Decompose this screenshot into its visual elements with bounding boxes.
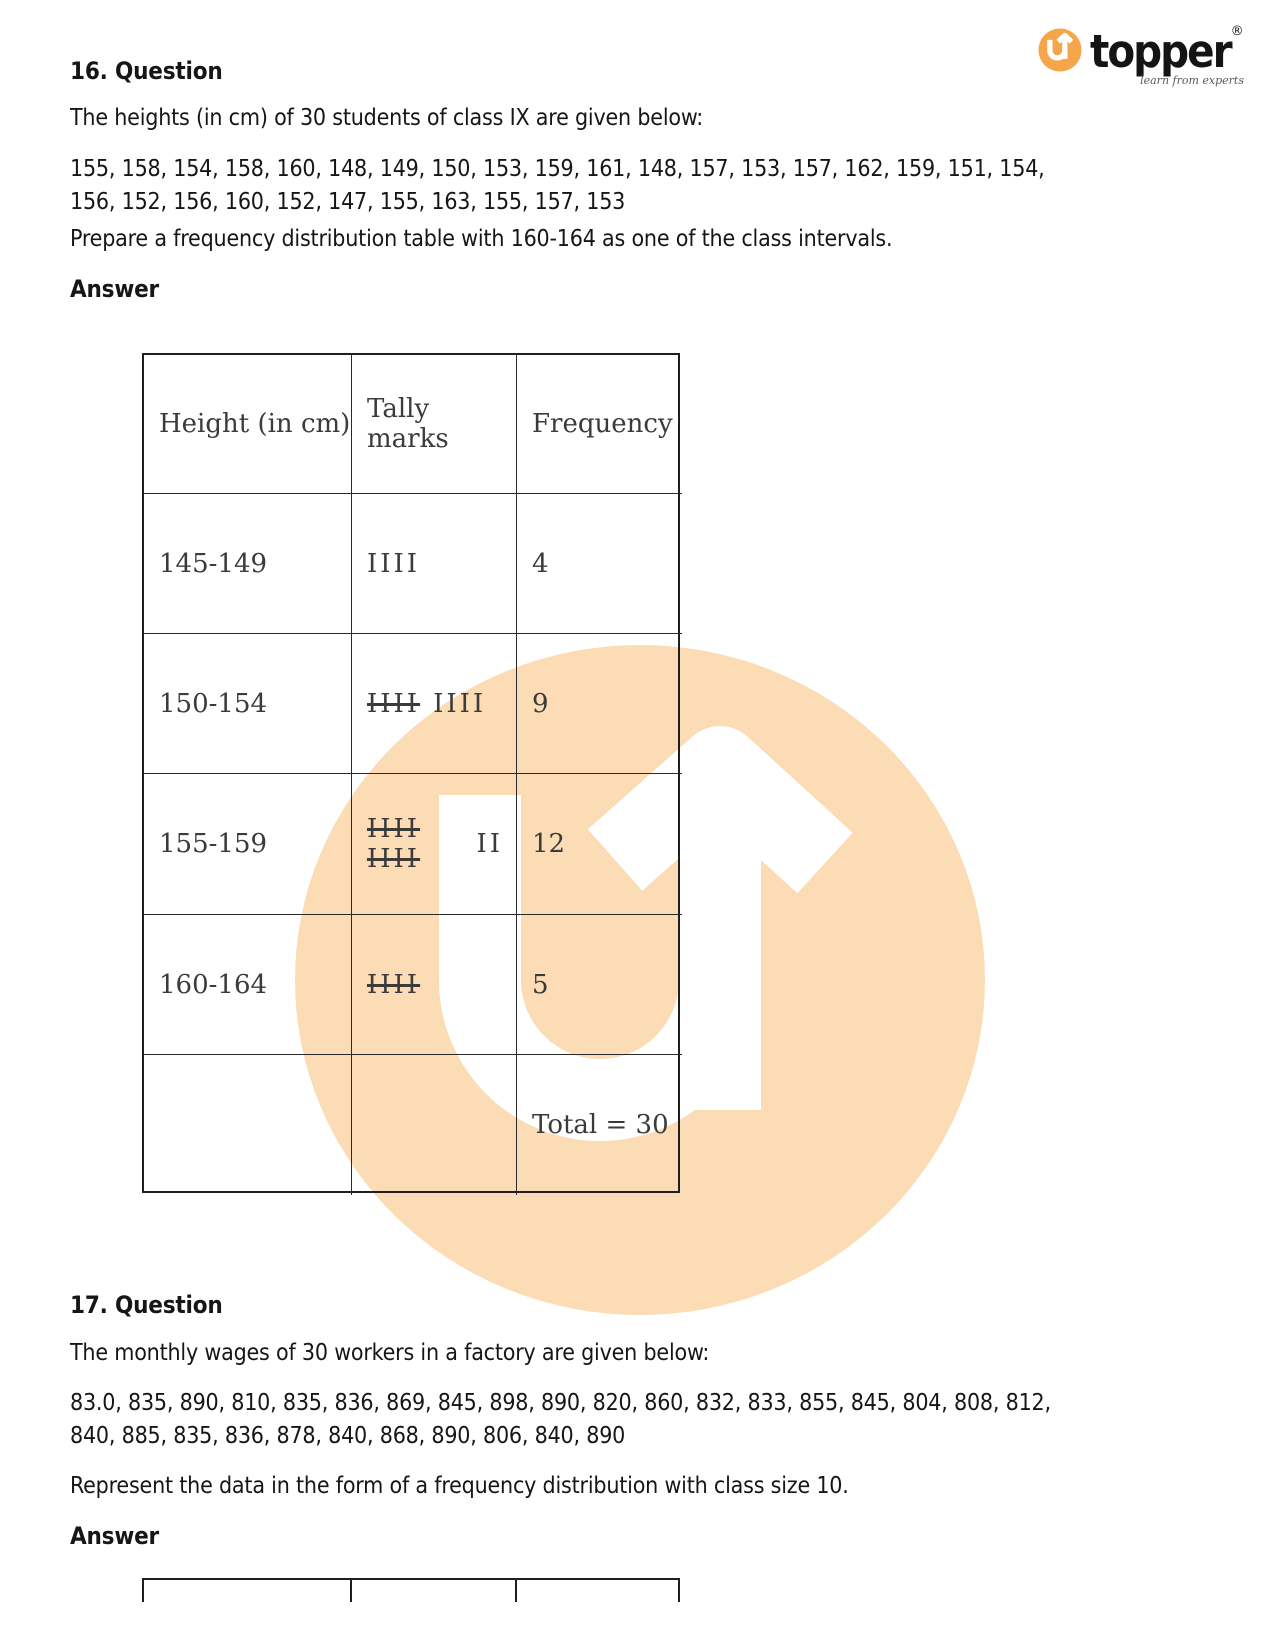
table-cell-frequency: 9 [517, 634, 682, 774]
table-header-frequency: Frequency [517, 355, 682, 494]
logo-wordmark [1090, 22, 1244, 82]
logo-tagline: learn from experts [1140, 74, 1244, 87]
question-16-data-line2: 156, 152, 156, 160, 152, 147, 155, 163, 155, 157, 153 [70, 189, 626, 215]
question-17-data [70, 1387, 1051, 1453]
question-17-intro: The monthly wages of 30 workers in a factory are given below: [70, 1340, 710, 1366]
table-cell-tally [352, 1055, 517, 1195]
tally-marks: IIII [367, 688, 421, 719]
question-17-title: 17. Question [70, 1291, 223, 1319]
table-cell-tally [352, 634, 517, 774]
table-cell-tally [352, 915, 517, 1055]
tally-marks: IIII [367, 969, 421, 1000]
table-cell-interval: 155-159 [144, 774, 352, 915]
tally-marks: IIII IIII [367, 814, 421, 874]
question-16-intro: The heights (in cm) of 30 students of class IX are given below: [70, 105, 704, 131]
table-header-height: Height (in cm) [144, 355, 352, 494]
table-cell-tally [352, 774, 517, 915]
table-cell-total: Total = 30 [532, 1110, 669, 1140]
tally-marks: II [476, 829, 503, 859]
question-16-instruction: Prepare a frequency distribution table with 160-164 as one of the class intervals. [70, 226, 893, 252]
logo-brand-name: topper [1090, 25, 1231, 78]
answer-16-label: Answer [70, 275, 159, 303]
table-border [142, 1580, 144, 1602]
table-cell-frequency: 4 [517, 494, 682, 634]
table-cell-interval [144, 1055, 352, 1195]
topper-logo-icon [1038, 28, 1082, 72]
question-16-data-line1: 155, 158, 154, 158, 160, 148, 149, 150, 153, 159, 161, 148, 157, 153, 157, 162, 159, 151, 154, [70, 156, 1045, 182]
question-17-data-line2: 840, 885, 835, 836, 878, 840, 868, 890, 806, 840, 890 [70, 1423, 626, 1449]
table-cell-tally [352, 494, 517, 634]
question-17-instruction: Represent the data in the form of a frequency distribution with class size 10. [70, 1473, 849, 1499]
frequency-table [142, 353, 680, 1193]
topper-logo [1038, 22, 1248, 92]
table-border [515, 1580, 517, 1602]
table-header-tally: Tally marks [352, 355, 517, 494]
tally-marks: IIII [433, 688, 487, 719]
question-16-title: 16. Question [70, 57, 223, 85]
registered-trademark-symbol: ® [1230, 24, 1244, 39]
frequency-table-2-partial [142, 1578, 680, 1600]
table-border [350, 1580, 352, 1602]
question-16-data [70, 153, 1045, 219]
table-border [678, 1580, 680, 1602]
tally-marks: IIII [367, 548, 421, 579]
question-17-data-line1: 83.0, 835, 890, 810, 835, 836, 869, 845, 898, 890, 820, 860, 832, 833, 855, 845, 804, 808, 812, [70, 1390, 1051, 1416]
table-cell-interval: 145-149 [144, 494, 352, 634]
table-cell-frequency: 12 [517, 774, 682, 915]
table-cell-interval: 160-164 [144, 915, 352, 1055]
table-cell-interval: 150-154 [144, 634, 352, 774]
answer-17-label: Answer [70, 1522, 159, 1550]
table-cell-frequency: 5 [517, 915, 682, 1055]
